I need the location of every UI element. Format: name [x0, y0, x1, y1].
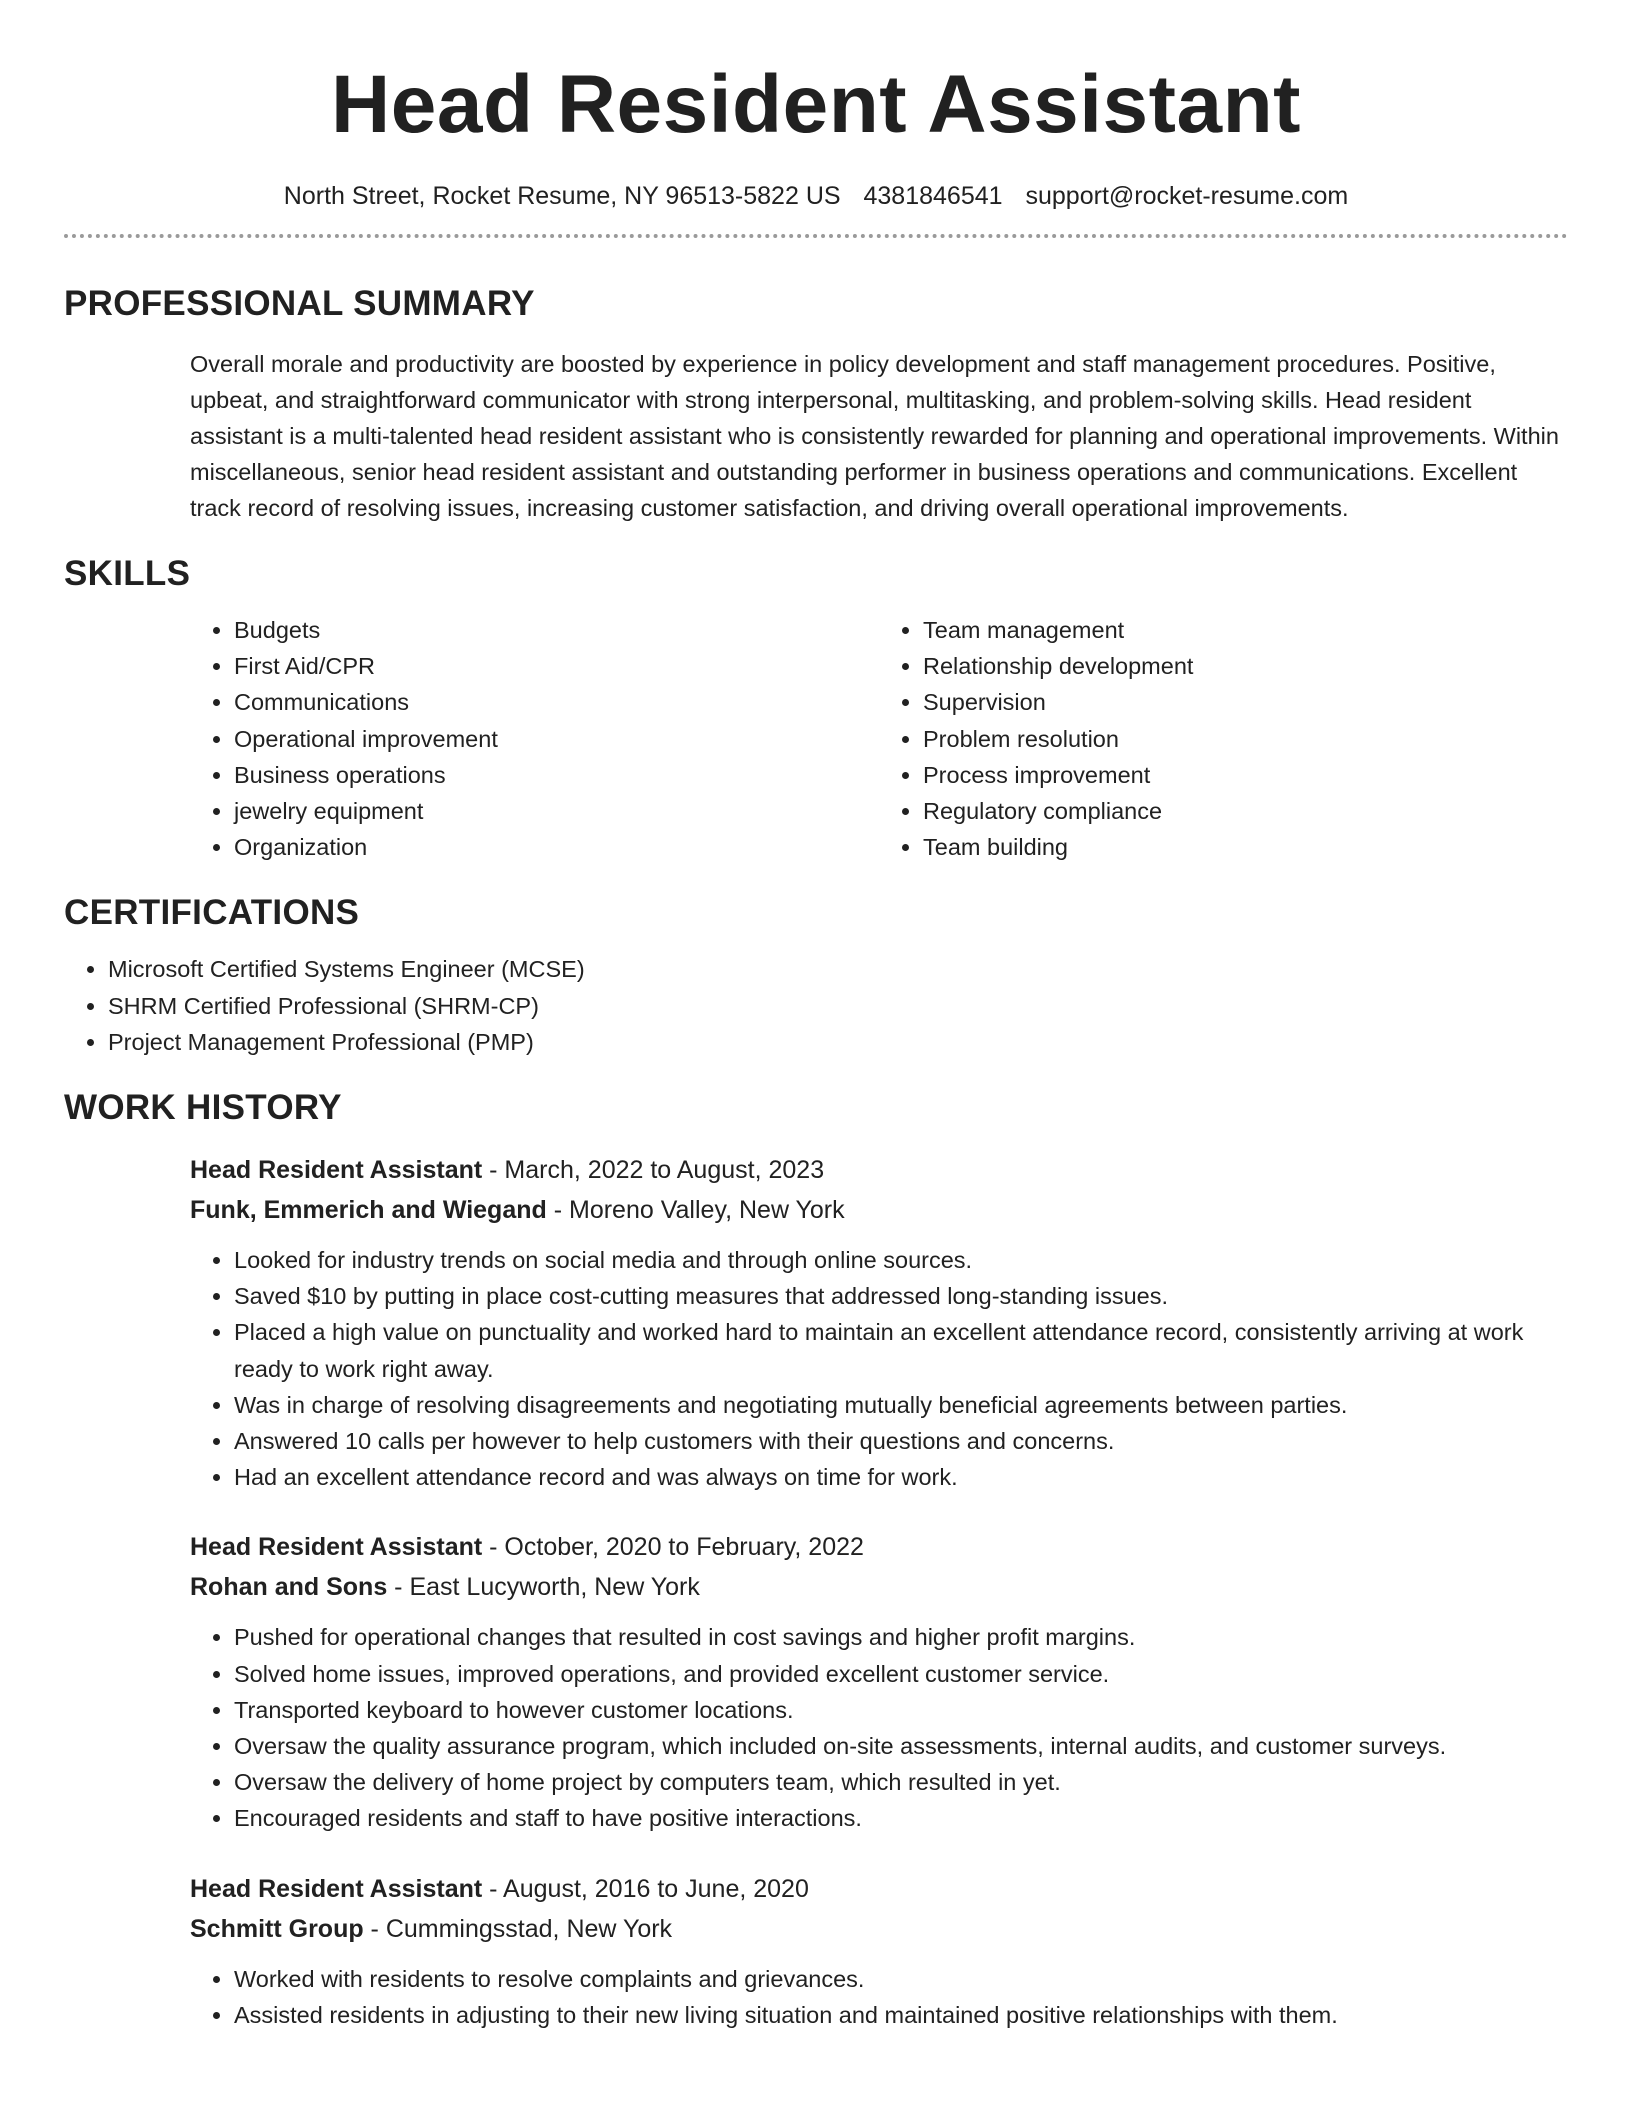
job-bullets [190, 1619, 1568, 1836]
job-bullets [190, 1961, 1568, 2033]
job-bullet: • Had an excellent attendance record and was always on time for work. [234, 1459, 1568, 1495]
skill-item: • Organization [234, 829, 879, 865]
job-bullet: • Encouraged residents and staff to have positive interactions. [234, 1800, 1568, 1836]
job-company-line [190, 1190, 1568, 1230]
work-history-title: WORK HISTORY [64, 1088, 342, 1128]
skill-item: • Team building [923, 829, 1568, 865]
contact-email: support@rocket-resume.com [1025, 182, 1349, 210]
job-company: Rohan and Sons [190, 1573, 388, 1602]
job-location: - Cummingsstad, New York [363, 1914, 673, 1943]
job-title-line [190, 1869, 1568, 1909]
job-title-line [190, 1527, 1568, 1567]
job-bullet: • Answered 10 calls per however to help customers with their questions and concerns. [234, 1423, 1568, 1459]
job-bullet: • Placed a high value on punctuality and worked hard to maintain an excellent attendance record, consistently arriving at work ready to work right away. [234, 1314, 1568, 1386]
job-bullet: • Transported keyboard to however customer locations. [234, 1692, 1568, 1728]
certifications-list [64, 951, 1568, 1060]
skills-section [64, 552, 1568, 865]
job-entry [190, 1150, 1568, 1495]
job-bullet: • Worked with residents to resolve complaints and grievances. [234, 1961, 1568, 1997]
summary-section [64, 282, 1568, 526]
skills-grid [190, 596, 1568, 865]
resume-header [64, 0, 1568, 212]
contact-address: North Street, Rocket Resume, NY 96513-5822 US [283, 182, 841, 210]
job-company: Schmitt Group [190, 1914, 364, 1943]
skill-item: • Regulatory compliance [923, 793, 1568, 829]
skills-list-right [879, 612, 1568, 865]
job-role: Head Resident Assistant [190, 1533, 483, 1562]
skill-item: • Problem resolution [923, 721, 1568, 757]
contact-line [64, 180, 1568, 212]
certification-item: • Project Management Professional (PMP) [108, 1024, 1568, 1060]
certifications-section [64, 891, 1568, 1060]
job-bullet: • Pushed for operational changes that resulted in cost savings and higher profit margins. [234, 1619, 1568, 1655]
skill-item: • First Aid/CPR [234, 648, 879, 684]
job-location: - Moreno Valley, New York [546, 1196, 845, 1225]
candidate-name: Head Resident Assistant [331, 59, 1301, 150]
skills-list-left [190, 612, 879, 865]
job-location: - East Lucyworth, New York [387, 1573, 700, 1602]
certifications-title: CERTIFICATIONS [64, 893, 360, 933]
job-bullet: • Oversaw the delivery of home project by computers team, which resulted in yet. [234, 1764, 1568, 1800]
job-company-line [190, 1567, 1568, 1607]
skill-item: • jewelry equipment [234, 793, 879, 829]
skill-item: • Budgets [234, 612, 879, 648]
job-company-line [190, 1909, 1568, 1949]
job-bullet: • Oversaw the quality assurance program, which included on-site assessments, internal audits, and customer surveys. [234, 1728, 1568, 1764]
job-dates: - August, 2016 to June, 2020 [482, 1874, 809, 1903]
job-company: Funk, Emmerich and Wiegand [190, 1196, 547, 1225]
job-role: Head Resident Assistant [190, 1874, 483, 1903]
skill-item: • Relationship development [923, 648, 1568, 684]
job-bullet: • Assisted residents in adjusting to their new living situation and maintained positive relationships with them. [234, 1997, 1568, 2033]
work-history-section [64, 1086, 1568, 2033]
job-bullet: • Looked for industry trends on social media and through online sources. [234, 1242, 1568, 1278]
skill-item: • Process improvement [923, 757, 1568, 793]
summary-text: Overall morale and productivity are boosted by experience in policy development and staff management procedures. Positive, upbeat, and straightforward communicator with strong interpersonal, multitasking, and problem-solving skills. Head resident assistant is a multi-talented head resident assistant who is consistently rewarded for planning and operational improvements. Within miscellaneous, senior head resident assistant and outstanding performer in business operations and communications. Excellent track record of resolving issues, increasing customer satisfaction, and driving overall operational improvements. [190, 351, 1559, 521]
job-title-line [190, 1150, 1568, 1190]
contact-phone: 4381846541 [863, 182, 1003, 210]
job-bullets [190, 1242, 1568, 1495]
certification-item: • SHRM Certified Professional (SHRM-CP) [108, 988, 1568, 1024]
skill-item: • Operational improvement [234, 721, 879, 757]
certification-item: • Microsoft Certified Systems Engineer (MCSE) [108, 951, 1568, 987]
skill-item: • Business operations [234, 757, 879, 793]
job-entry [190, 1527, 1568, 1836]
skill-item: • Supervision [923, 684, 1568, 720]
skills-title: SKILLS [64, 554, 191, 593]
job-dates: - October, 2020 to February, 2022 [482, 1533, 864, 1562]
summary-title: PROFESSIONAL SUMMARY [64, 284, 535, 323]
job-bullet: • Was in charge of resolving disagreements and negotiating mutually beneficial agreements between parties. [234, 1387, 1568, 1423]
job-bullet: • Saved $10 by putting in place cost-cutting measures that addressed long-standing issues. [234, 1278, 1568, 1314]
skill-item: • Team management [923, 612, 1568, 648]
job-role: Head Resident Assistant [190, 1156, 483, 1185]
skill-item: • Communications [234, 684, 879, 720]
header-divider [64, 234, 1568, 238]
job-entry [190, 1869, 1568, 2033]
job-bullet: • Solved home issues, improved operations, and provided excellent customer service. [234, 1656, 1568, 1692]
job-dates: - March, 2022 to August, 2023 [482, 1156, 825, 1185]
